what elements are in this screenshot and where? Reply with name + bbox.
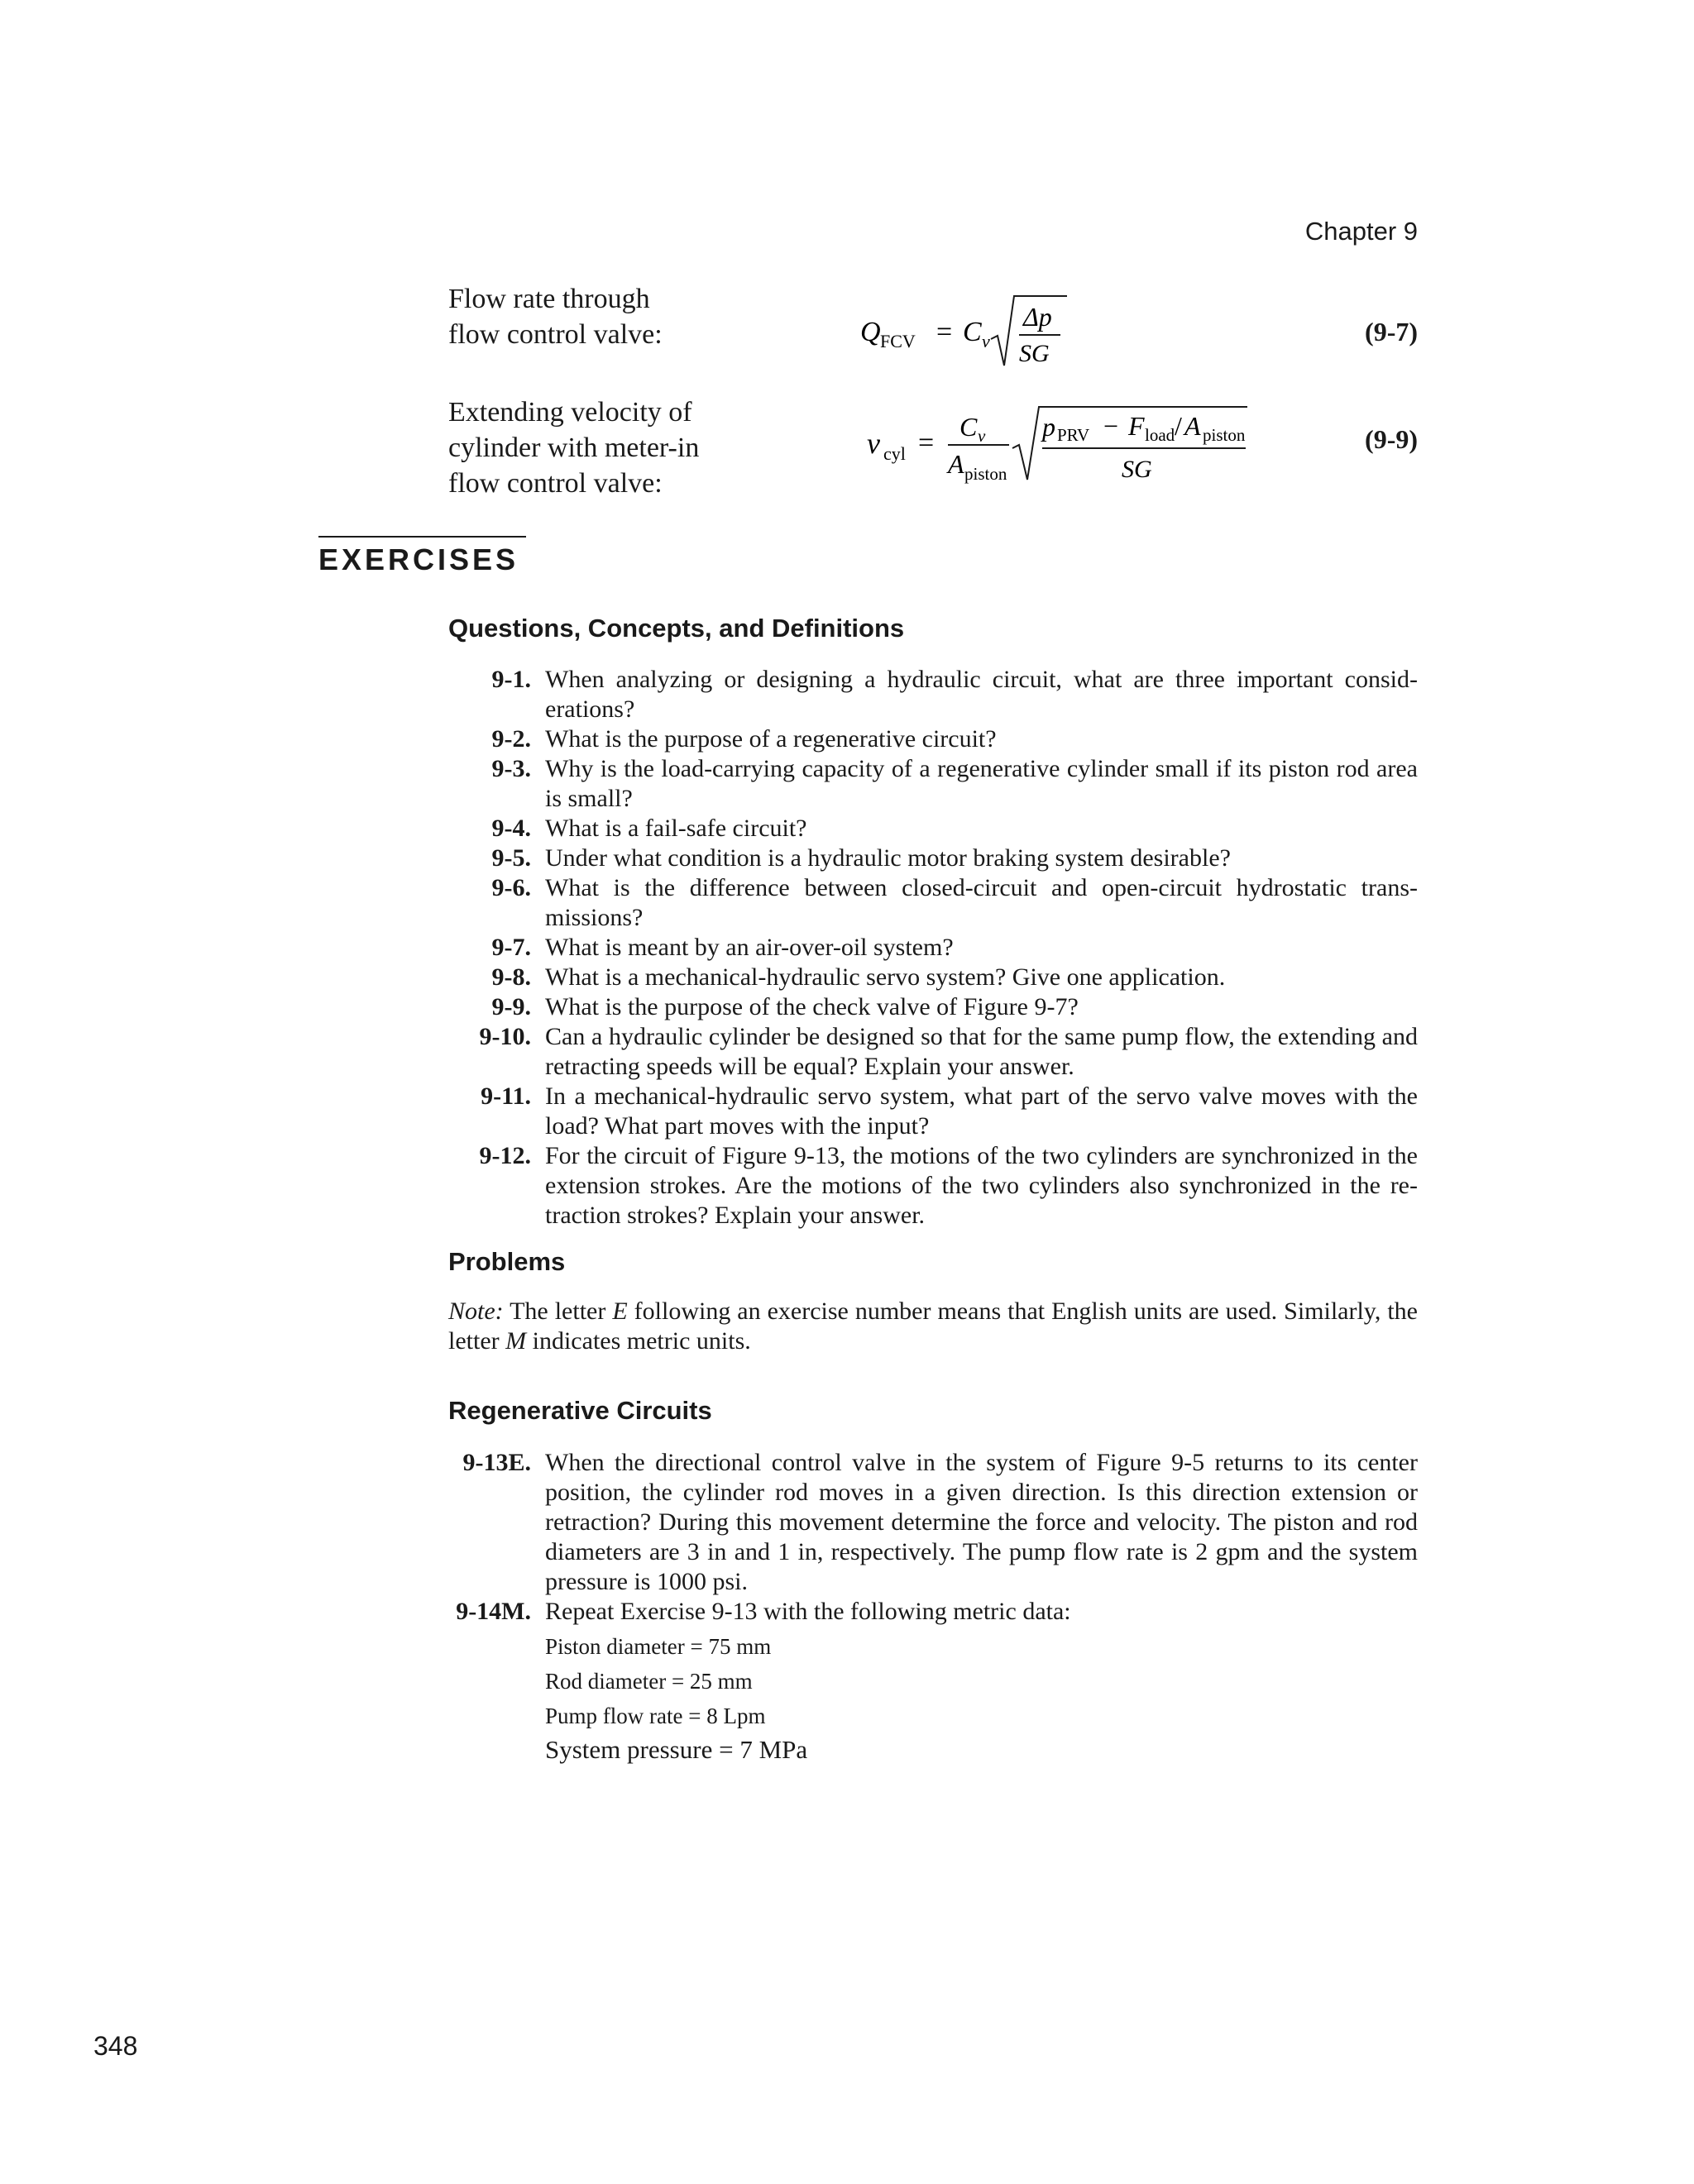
question-text: What is a fail-safe circuit? <box>545 815 807 842</box>
metric-data-line: Pump flow rate = 8 Lpm <box>545 1704 766 1728</box>
question-number: 9-8. <box>491 963 531 991</box>
note-letter-m: M <box>505 1327 527 1355</box>
question-number: 9-7. <box>491 934 531 961</box>
chapter-header: Chapter 9 <box>1304 217 1418 246</box>
question-number: 9-11. <box>481 1082 531 1110</box>
problem-text: When the directional control valve in the system of Figure 9-5 returns to its center position, the cylinder rod moves in a given direction. Is this direction extension or retraction? During this movement determine the force and velocity. The piston and rod diameters are 3 in and 1 in, respectively. The pump flow rate is 2 gpm and the system pressure is 1000 psi. <box>545 1449 1418 1595</box>
metric-data-line: Rod diameter = 25 mm <box>545 1669 753 1694</box>
question-text: What is the purpose of the check valve of Figure 9-7? <box>545 993 1079 1020</box>
eq9-lhs-sub: cyl <box>883 443 906 464</box>
question-number: 9-4. <box>491 815 531 842</box>
note-text-1: The letter <box>503 1297 613 1325</box>
question-number: 9-9. <box>491 993 531 1020</box>
question-text: Under what condition is a hydraulic motor braking system desirable? <box>545 844 1231 872</box>
exercises-heading: EXERCISES <box>318 542 519 576</box>
eq9-rad-A: A <box>1184 411 1201 441</box>
note-text-2: following an exercise number means that English units are used. Similarly, the letter <box>448 1297 1418 1355</box>
metric-data-line: System pressure = 7 MPa <box>545 1735 808 1764</box>
section-heading-questions: Questions, Concepts, and Definitions <box>448 614 905 643</box>
eq9-coef-den-sub: piston <box>964 464 1007 484</box>
eq7-denominator: SG <box>1019 340 1050 367</box>
question-number: 9-2. <box>491 725 531 753</box>
equation-9-9 <box>867 397 1256 492</box>
eq7-numerator: Δp <box>1023 302 1052 332</box>
equation-9-9-formula <box>867 397 1256 488</box>
eq9-rad-p-sub: PRV <box>1057 425 1090 445</box>
eq9-rad-F-sub: load <box>1145 425 1175 445</box>
equation-number-9-7: (9-7) <box>1365 317 1418 346</box>
question-text: Can a hydraulic cylinder be designed so that for the same pump flow, the extending and retracting speeds will be equal? Explain your answer. <box>545 1023 1418 1080</box>
note-letter-e: E <box>612 1297 628 1325</box>
question-number: 9-3. <box>491 755 531 782</box>
eq9-lhs: v <box>867 427 880 460</box>
eq9-equals: = <box>918 428 935 458</box>
metric-data-line: Piston diameter = 75 mm <box>545 1634 772 1659</box>
page-number: 348 <box>93 2031 138 2061</box>
section-heading-problems: Problems <box>448 1247 566 1276</box>
question-text: What is the difference between closed-circuit and open-circuit hydrostatic trans-missions? <box>545 874 1418 931</box>
eq9-rad-F: F <box>1128 411 1145 441</box>
problem-number: 9-14M. <box>456 1598 531 1625</box>
eq9-rad-p: p <box>1042 412 1055 442</box>
question-text: What is meant by an air-over-oil system? <box>545 934 954 961</box>
problem-number: 9-13E. <box>462 1449 531 1476</box>
equation-label-flow-rate: Flow rate through flow control valve: <box>448 284 663 350</box>
question-number: 9-1. <box>491 666 531 693</box>
eq9-rad-A-sub: piston <box>1203 425 1246 445</box>
eq9-coef-num: C <box>959 412 978 442</box>
eq9-rad-slash: / <box>1175 411 1182 441</box>
equation-number-9-9: (9-9) <box>1365 424 1418 454</box>
eq7-coef-sub: v <box>982 331 990 351</box>
equation-9-7 <box>860 289 1075 385</box>
question-number: 9-5. <box>491 844 531 872</box>
section-heading-regenerative-circuits: Regenerative Circuits <box>448 1396 712 1425</box>
equation-label-extending-velocity: Extending velocity of cylinder with meter-in flow control valve: <box>448 397 700 499</box>
equation-9-7-formula <box>860 289 1075 380</box>
question-text: What is the purpose of a regenerative circuit? <box>545 725 997 753</box>
eq9-coef-den: A <box>948 449 964 479</box>
eq7-lhs: Q <box>860 317 881 347</box>
question-number: 9-12. <box>479 1142 531 1169</box>
question-number: 9-10. <box>479 1023 531 1050</box>
eq9-rad-minus: − <box>1103 411 1119 441</box>
question-text: Why is the load-carrying capacity of a regenerative cylinder small if its piston rod area is small? <box>545 755 1418 812</box>
note-label: Note: <box>448 1297 504 1325</box>
question-text: In a mechanical-hydraulic servo system, what part of the servo valve moves with the load? What part moves with the input? <box>545 1082 1418 1140</box>
eq9-rad-den: SG <box>1122 456 1152 483</box>
eq7-lhs-sub: FCV <box>880 331 916 351</box>
problems-note <box>448 1297 1418 1356</box>
eq7-equals: = <box>936 317 953 347</box>
question-text: What is a mechanical-hydraulic servo system? Give one application. <box>545 963 1226 991</box>
exercises-rule <box>318 536 526 538</box>
question-number: 9-6. <box>491 874 531 901</box>
question-text: When analyzing or designing a hydraulic circuit, what are three important consid-erations? <box>545 666 1418 723</box>
eq9-coef-num-sub: v <box>978 426 986 446</box>
eq7-coef: C <box>963 317 982 347</box>
note-text-3: indicates metric units. <box>526 1327 751 1355</box>
question-text: For the circuit of Figure 9-13, the motions of the two cylinders are synchronized in the extension strokes. Are the motions of the two cylinders also synchronized in the re-traction strokes? Explain your answer. <box>545 1142 1418 1229</box>
problem-text: Repeat Exercise 9-13 with the following metric data: <box>545 1598 1071 1625</box>
